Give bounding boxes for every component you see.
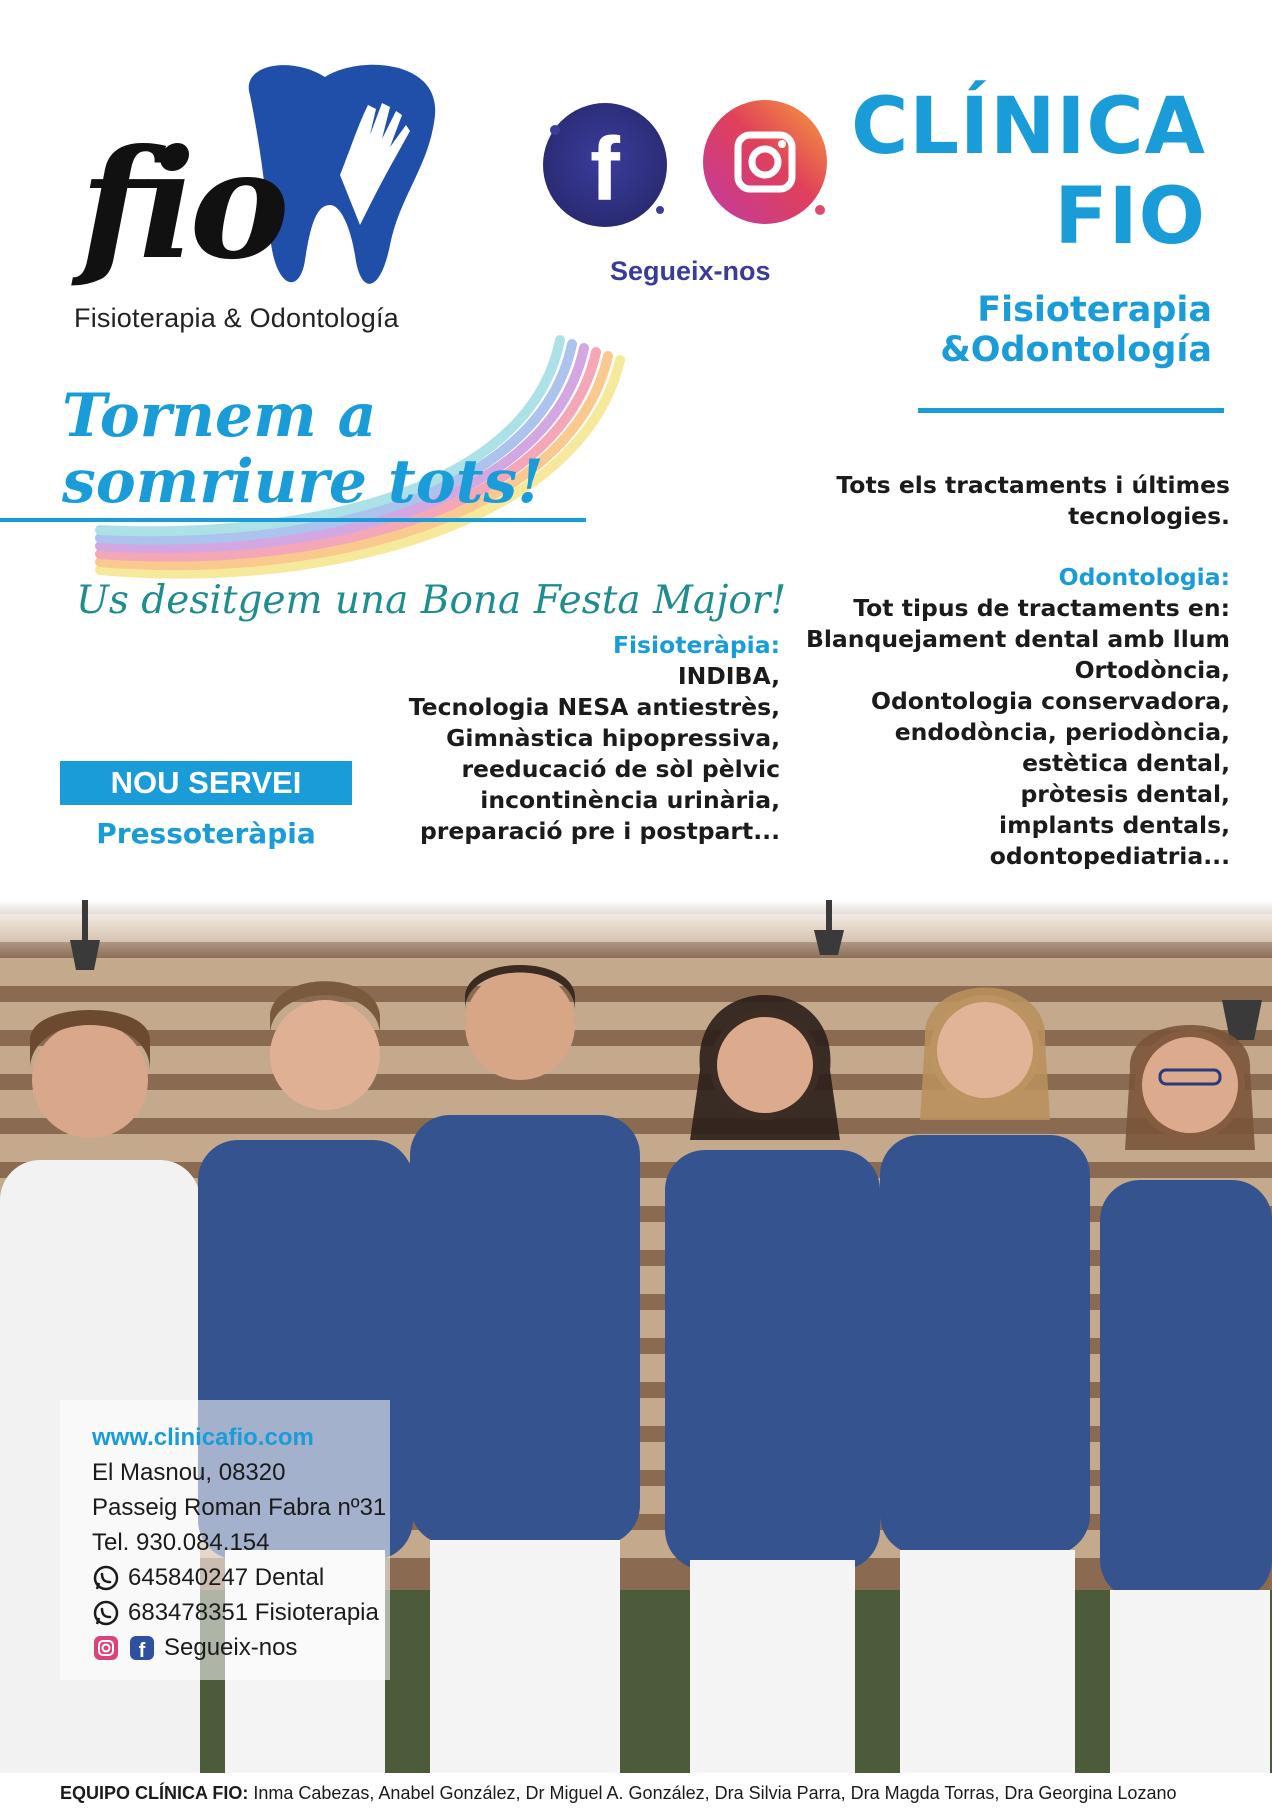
physio-item: Gimnàstica hipopressiva, [446,724,780,752]
headline-line-1: Tornem a [62,381,377,451]
team-label: EQUIPO CLÍNICA FIO: [60,1783,249,1803]
physio-item: reeducació de sòl pèlvic [461,755,780,783]
subtitle-line-1: Fisioterapia [977,290,1212,330]
city-text: El Masnou, 08320 [92,1459,286,1486]
logo-subtitle: Fisioterapia & Odontología [74,303,399,333]
team-footer [0,1773,1272,1813]
clinic-subtitle [940,290,1212,370]
dentistry-item: Ortodòncia, [1074,656,1230,684]
physio-column [400,630,780,847]
facebook-icon[interactable] [543,103,667,227]
team-photo [0,900,1272,1813]
physio-item: incontinència urinària, [480,786,780,814]
headline-divider [0,518,586,522]
headline-line-2: somriure tots! [62,447,544,517]
physio-item: preparació pre i postpart... [419,817,780,845]
whatsapp-icon [92,1599,120,1627]
intro-line-1: Tots els tractaments i últimes [836,471,1230,499]
physio-item: Tecnologia NESA antiestrès, [408,693,780,721]
subtitle-line-2: &Odontología [940,330,1212,370]
headline [62,383,544,515]
team-names: Inma Cabezas, Anabel González, Dr Miguel A. González, Dra Silvia Parra, Dra Magda Torras, Dra Georgina Lozano [253,1783,1177,1803]
title-line-2: FIO [1054,172,1206,262]
whatsapp-physio-row [92,1595,386,1630]
physio-heading: Fisioteràpia: [612,631,780,659]
intro-text [670,470,1230,532]
dentistry-item: odontopediatria... [989,842,1230,870]
follow-us-label: Segueix-nos [610,256,771,286]
dentistry-item: endodòncia, periodòncia, [894,718,1230,746]
dentistry-item: estètica dental, [1022,749,1230,777]
whatsapp-physio-text: 683478351 Fisioterapia [128,1599,379,1626]
physio-item: INDIBA, [677,662,780,690]
dentistry-item: pròtesis dental, [1020,780,1230,808]
facebook-icon[interactable] [128,1634,156,1662]
whatsapp-icon [92,1564,120,1592]
team-credits [60,1783,1176,1804]
instagram-icon[interactable] [92,1634,120,1662]
phone-text: Tel. 930.084.154 [92,1529,270,1556]
whatsapp-dental-text: 645840247 Dental [128,1564,325,1591]
new-service-name: Pressoteràpia [96,817,316,850]
logo-wordmark: fio [80,117,284,293]
whatsapp-dental-row [92,1560,386,1595]
contact-block [92,1420,386,1665]
dentistry-item: Tot tipus de tractaments en: [853,594,1230,622]
new-service-badge: NOU SERVEI [60,761,352,805]
svg-text:f: f [138,1639,146,1662]
dentistry-heading: Odontologia: [1058,563,1230,591]
intro-line-2: tecnologies. [1068,502,1230,530]
festival-greeting: Us desitgem una Bona Festa Major! [76,578,787,623]
social-follow-text: Segueix-nos [164,1634,298,1661]
social-row [92,1630,386,1665]
title-divider [918,408,1224,413]
website-link[interactable]: www.clinicafio.com [92,1424,314,1451]
dentistry-item: Odontologia conservadora, [870,687,1230,715]
svg-text:f: f [590,120,620,220]
clinic-title [851,82,1206,262]
dentistry-item: implants dentals, [999,811,1230,839]
title-line-1: CLÍNICA [851,82,1206,172]
address-text: Passeig Roman Fabra nº31 [92,1494,387,1521]
instagram-icon[interactable] [703,100,827,224]
dentistry-item: Blanquejament dental amb llum [805,625,1230,653]
